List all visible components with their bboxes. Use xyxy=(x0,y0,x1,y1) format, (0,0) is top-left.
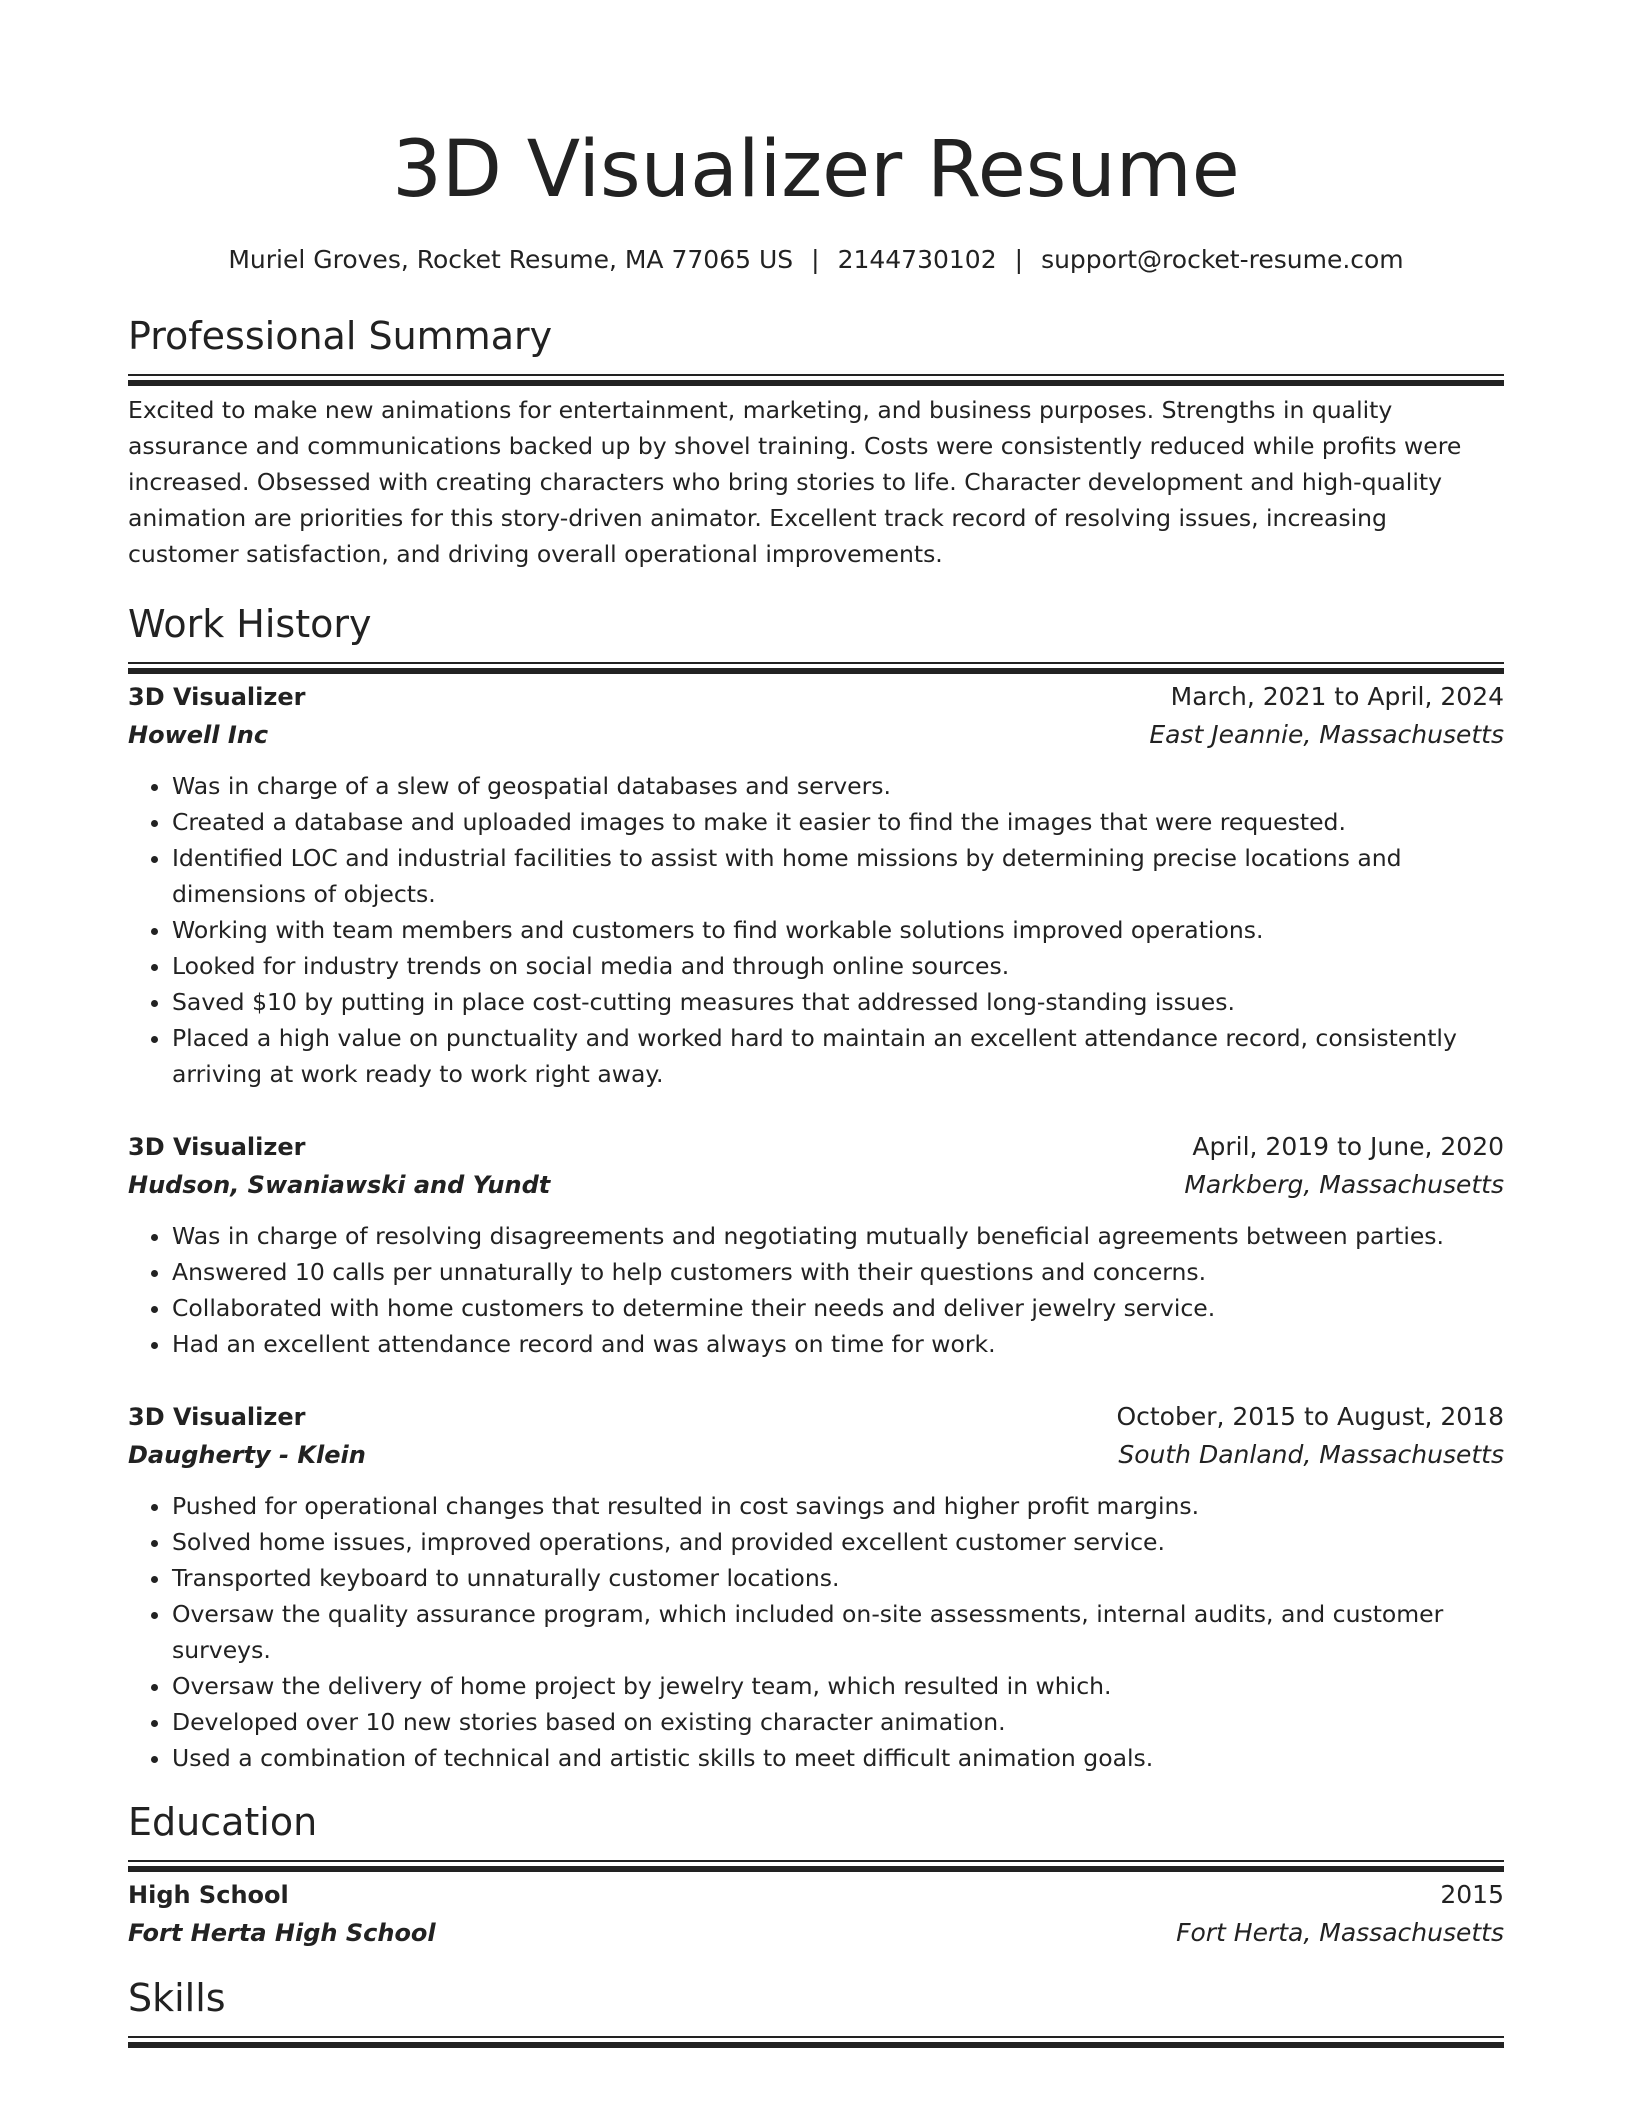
contact-email: support@rocket-resume.com xyxy=(1041,245,1404,274)
contact-phone: 2144730102 xyxy=(837,245,997,274)
contact-separator: | xyxy=(811,245,820,274)
job-entry xyxy=(128,678,1504,1092)
job-bullet: • Placed a high value on punctuality and worked hard to maintain an excellent attendance record, consistently arriving at work ready to work right away. xyxy=(172,1020,1504,1092)
job-bullet: • Saved $10 by putting in place cost-cutting measures that addressed long-standing issues. xyxy=(172,984,1504,1020)
resume-title: 3D Visualizer Resume xyxy=(392,125,1240,215)
job-employer: Howell Inc xyxy=(128,721,269,749)
job-bullets xyxy=(128,1218,1504,1362)
job-employer: Daugherty - Klein xyxy=(128,1441,366,1469)
summary-text: Excited to make new animations for entertainment, marketing, and business purposes. Strengths in quality assurance and communications backed up by shovel training. Costs were consistently reduced while profits were increased. Obsessed with creating characters who bring stories to life. Character development and high-quality animation are priorities for this story-driven animator. Excellent track record of resolving issues, increasing customer satisfaction, and driving overall operational improvements. xyxy=(128,396,1462,568)
education-entry xyxy=(128,1876,1504,1952)
section-divider xyxy=(128,662,1504,664)
job-dates: October, 2015 to August, 2018 xyxy=(1116,1402,1504,1431)
job-bullet: • Solved home issues, improved operations, and provided excellent customer service. xyxy=(172,1524,1504,1560)
job-location: South Danland, Massachusetts xyxy=(1118,1440,1504,1469)
job-entry xyxy=(128,1398,1504,1776)
section-divider xyxy=(128,2036,1504,2038)
job-bullet: • Collaborated with home customers to determine their needs and deliver jewelry service. xyxy=(172,1290,1504,1326)
education-location: Fort Herta, Massachusetts xyxy=(1176,1918,1504,1947)
skills-heading: Skills xyxy=(128,1976,226,2020)
education-heading: Education xyxy=(128,1800,318,1844)
section-divider xyxy=(128,374,1504,376)
job-bullet: • Answered 10 calls per unnaturally to help customers with their questions and concerns. xyxy=(172,1254,1504,1290)
job-entry xyxy=(128,1128,1504,1362)
work-history-heading: Work History xyxy=(128,602,372,646)
job-bullet: • Working with team members and customers to find workable solutions improved operations. xyxy=(172,912,1504,948)
education-year: 2015 xyxy=(1440,1880,1504,1909)
job-bullets xyxy=(128,768,1504,1092)
job-bullet: • Created a database and uploaded images to make it easier to find the images that were requested. xyxy=(172,804,1504,840)
job-bullet: • Used a combination of technical and artistic skills to meet difficult animation goals. xyxy=(172,1740,1504,1776)
section-divider xyxy=(128,1860,1504,1862)
job-employer: Hudson, Swaniawski and Yundt xyxy=(128,1171,551,1199)
job-bullet: • Looked for industry trends on social media and through online sources. xyxy=(172,948,1504,984)
job-bullet: • Transported keyboard to unnaturally customer locations. xyxy=(172,1560,1504,1596)
job-bullet: • Had an excellent attendance record and was always on time for work. xyxy=(172,1326,1504,1362)
job-title: 3D Visualizer xyxy=(128,1133,306,1161)
job-location: East Jeannie, Massachusetts xyxy=(1149,720,1504,749)
job-title: 3D Visualizer xyxy=(128,1403,306,1431)
job-bullets xyxy=(128,1488,1504,1776)
job-bullet: • Oversaw the quality assurance program, which included on-site assessments, internal audits, and customer surveys. xyxy=(172,1596,1504,1668)
summary-heading: Professional Summary xyxy=(128,314,553,358)
job-title: 3D Visualizer xyxy=(128,683,306,711)
job-dates: April, 2019 to June, 2020 xyxy=(1192,1132,1504,1161)
job-location: Markberg, Massachusetts xyxy=(1184,1170,1504,1199)
education-degree: High School xyxy=(128,1881,289,1909)
contact-line xyxy=(128,244,1504,276)
contact-separator: | xyxy=(1014,245,1024,274)
job-bullet: • Identified LOC and industrial facilities to assist with home missions by determining precise locations and dimensions of objects. xyxy=(172,840,1504,912)
job-bullet: • Was in charge of a slew of geospatial databases and servers. xyxy=(172,768,1504,804)
job-bullet: • Developed over 10 new stories based on existing character animation. xyxy=(172,1704,1504,1740)
job-bullet: • Pushed for operational changes that resulted in cost savings and higher profit margins. xyxy=(172,1488,1504,1524)
job-bullet: • Was in charge of resolving disagreements and negotiating mutually beneficial agreements between parties. xyxy=(172,1218,1504,1254)
job-bullet: • Oversaw the delivery of home project by jewelry team, which resulted in which. xyxy=(172,1668,1504,1704)
job-dates: March, 2021 to April, 2024 xyxy=(1170,682,1504,711)
education-school: Fort Herta High School xyxy=(128,1919,436,1947)
contact-address: Muriel Groves, Rocket Resume, MA 77065 US xyxy=(228,245,794,274)
